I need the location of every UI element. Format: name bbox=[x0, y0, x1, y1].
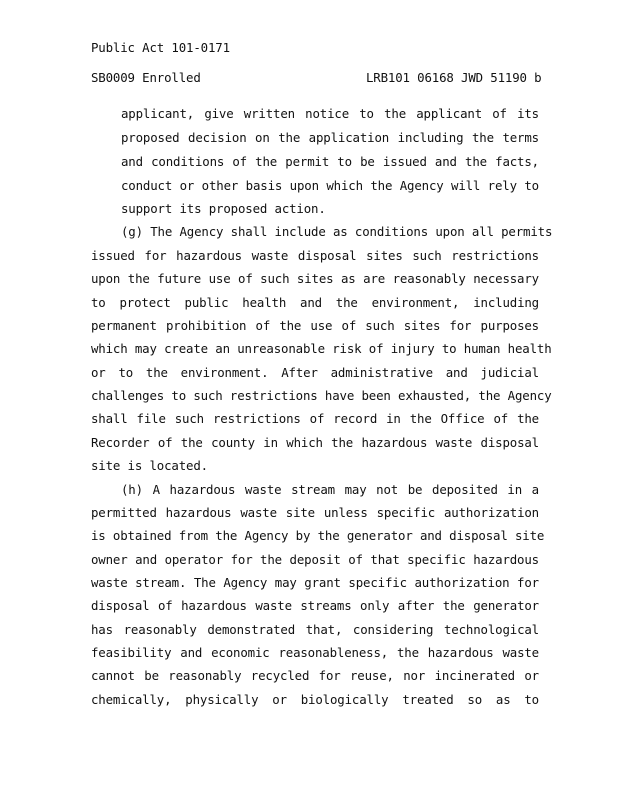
text-line: (h) A hazardous waste stream may not be deposited in a bbox=[121, 482, 539, 497]
text-line: is obtained from the Agency by the generator and disposal site bbox=[91, 528, 545, 543]
text-line: Recorder of the county in which the hazardous waste disposal bbox=[91, 435, 539, 450]
text-line: owner and operator for the deposit of that specific hazardous bbox=[91, 552, 539, 567]
text-line: cannot be reasonably recycled for reuse, nor incinerated or bbox=[91, 668, 539, 683]
text-line: support its proposed action. bbox=[121, 201, 326, 216]
text-line: feasibility and economic reasonableness, the hazardous waste bbox=[91, 645, 539, 660]
text-line: permanent prohibition of the use of such sites for purposes bbox=[91, 318, 539, 333]
text-line: proposed decision on the application including the terms bbox=[121, 130, 539, 145]
text-line: applicant, give written notice to the applicant of its bbox=[121, 106, 539, 121]
text-line: to protect public health and the environment, including bbox=[91, 295, 539, 310]
lrb-reference: LRB101 06168 JWD 51190 b bbox=[366, 70, 542, 85]
text-line: or to the environment. After administrative and judicial bbox=[91, 365, 539, 380]
text-line: waste stream. The Agency may grant specific authorization for bbox=[91, 575, 539, 590]
text-line: disposal of hazardous waste streams only after the generator bbox=[91, 598, 539, 613]
text-line: conduct or other basis upon which the Agency will rely to bbox=[121, 178, 539, 193]
text-line: chemically, physically or biologically treated so as to bbox=[91, 692, 539, 707]
text-line: issued for hazardous waste disposal sites such restrictions bbox=[91, 248, 539, 263]
text-line: and conditions of the permit to be issued and the facts, bbox=[121, 154, 539, 169]
text-line: (g) The Agency shall include as conditions upon all permits bbox=[121, 224, 553, 239]
text-line: challenges to such restrictions have been exhausted, the Agency bbox=[91, 388, 552, 403]
text-line: shall file such restrictions of record in the Office of the bbox=[91, 411, 539, 426]
text-line: permitted hazardous waste site unless specific authorization bbox=[91, 505, 539, 520]
text-line: which may create an unreasonable risk of injury to human health bbox=[91, 341, 552, 356]
public-act-number: Public Act 101-0171 bbox=[91, 40, 230, 55]
text-line: has reasonably demonstrated that, considering technological bbox=[91, 622, 539, 637]
text-line: upon the future use of such sites as are reasonably necessary bbox=[91, 271, 539, 286]
bill-number: SB0009 Enrolled bbox=[91, 70, 201, 85]
text-line: site is located. bbox=[91, 458, 208, 473]
